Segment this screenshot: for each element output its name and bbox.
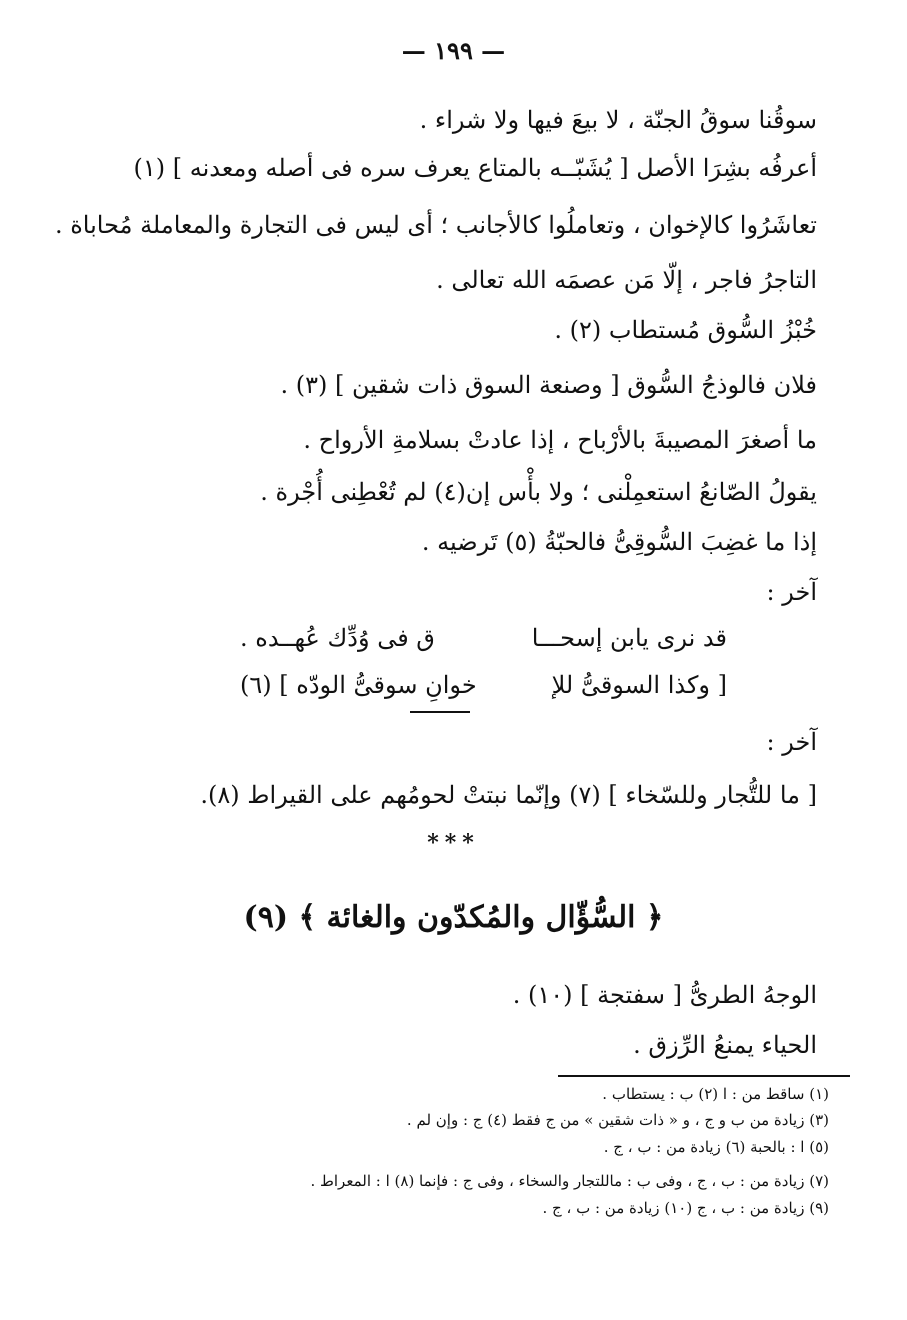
page-number: — ١٩٩ — [401, 36, 506, 65]
text-line: يقولُ الصّانعُ استعمِلْنى ؛ ولا بأْس إن(٤) لم تُعْطِنى أُجْرة . [260, 478, 817, 506]
verse-1-hemistich-left: ق فى وُدِّك عُهــده . [240, 624, 435, 652]
footnote: (٩) زيادة من : ب ، ج (١٠) زيادة من : ب ، ج . [542, 1199, 829, 1217]
text-line: خُبْزُ السُّوق مُستطاب (٢) . [554, 316, 817, 344]
text-line: سوقُنا سوقُ الجنّة ، لا بيعَ فيها ولا شراء . [419, 106, 817, 134]
text-line: التاجرُ فاجر ، إلّا مَن عصمَه الله تعالى . [436, 266, 817, 294]
section-heading: ﴿ السُّؤّال والمُكدّون والغائة ﴾ (٩) [243, 900, 664, 935]
text-line: الحياء يمنعُ الرِّزق . [633, 1031, 817, 1059]
footnote: (١) ساقط من : ا (٢) ب : يستطاب . [602, 1085, 829, 1103]
footnote-rule [558, 1075, 850, 1077]
text-line: أعرفُه بشِرَا الأصل [ يُشَبّــه بالمتاع يعرف سره فى أصله ومعدنه ] (١) [133, 154, 817, 182]
footnote: (٥) ا : بالحبة (٦) زيادة من : ب ، ج . [603, 1138, 829, 1156]
verse-1-hemistich-right: قد نرى يابن إسحـــا [531, 624, 727, 652]
text-line: تعاشَرُوا كالإخوان ، وتعاملُوا كالأجانب ؛ أى ليس فى التجارة والمعاملة مُحاباة . [54, 211, 817, 239]
footnote: (٧) زيادة من : ب ، ج ، وفى ب : ماللتجار والسخاء ، وفى ج : فإنما (٨) ا : المعراط . [310, 1172, 829, 1190]
text-line: إذا ما غضِبَ السُّوقِىُّ فالحبّةُ (٥) تَرضيه . [421, 528, 817, 556]
text-line: فلان فالوذجُ السُّوق [ وصنعة السوق ذات شقين ] (٣) . [280, 371, 817, 399]
poem-intro: آخر : [766, 728, 817, 756]
poem-intro: آخر : [766, 578, 817, 606]
text-line: الوجهُ الطرىُّ [ سفتجة ] (١٠) . [512, 981, 817, 1009]
text-line: [ ما للتُّجار وللسّخاء ] (٧) وإنّما نبتتْ لحومُهم على القيراط (٨). [200, 781, 817, 809]
verse-underline [410, 711, 470, 713]
verse-2-hemistich-right: [ وكذا السوقىُّ للإ [551, 671, 727, 699]
footnote: (٣) زيادة من ب و ج ، و « ذات شقين » من ج فقط (٤) ج : وإن لم . [406, 1111, 829, 1129]
section-separator: *** [427, 830, 480, 856]
verse-2-hemistich-left: خوانِ سوقىُّ الودّه ] (٦) [240, 671, 477, 699]
text-line: ما أصغرَ المصيبةَ بالأرْباح ، إذا عادتْ بسلامةِ الأرواح . [303, 426, 817, 454]
